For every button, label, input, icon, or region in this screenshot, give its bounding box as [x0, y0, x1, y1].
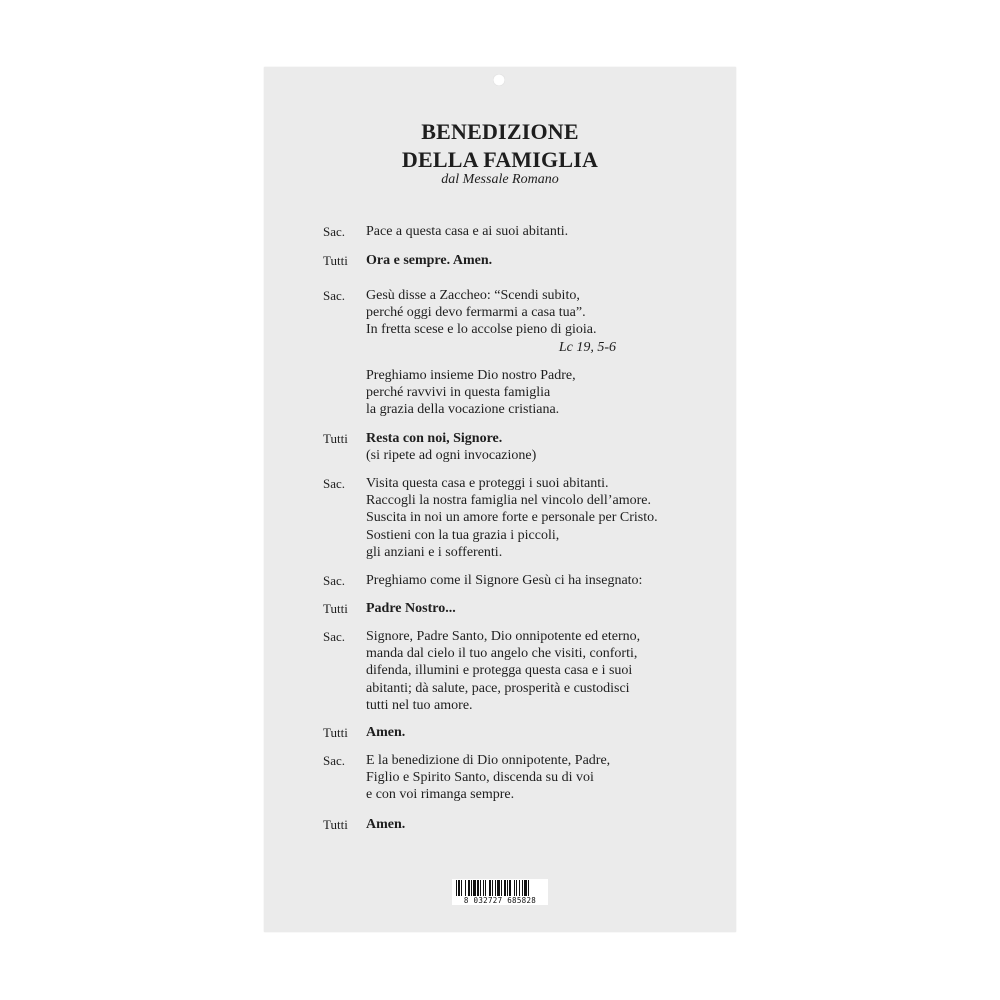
barcode-bar	[471, 880, 472, 896]
barcode-bar	[461, 880, 462, 896]
barcode-bar	[480, 880, 481, 896]
speaker-label: Tutti	[323, 817, 348, 832]
speaker-label: Sac.	[323, 629, 346, 644]
prayer-text: Preghiamo come il Signore Gesù ci ha insegnato:	[366, 573, 643, 588]
prayer-text: Signore, Padre Santo, Dio onnipotente ed eterno, manda dal cielo il tuo angelo che visiti, conforti, difenda, illumini e protegga questa casa e i suoi abitanti; dà salute, pace, prosperità e custodisci tutti nel tuo amore.	[366, 629, 641, 713]
barcode	[452, 879, 548, 905]
prayer-text: Pace a questa casa e ai suoi abitanti.	[366, 224, 569, 239]
speaker-label: Tutti	[323, 431, 348, 446]
scripture-reference: Lc 19, 5-6	[558, 340, 616, 355]
response-text: Ora e sempre. Amen.	[366, 253, 493, 268]
barcode-bar	[495, 880, 496, 896]
response-text: Amen.	[366, 817, 406, 832]
barcode-bar	[504, 880, 506, 896]
barcode-bars	[454, 880, 546, 896]
response-text: Padre Nostro...	[366, 601, 456, 616]
response-text: Amen.	[366, 725, 406, 740]
barcode-bar	[519, 880, 520, 896]
speaker-label: Tutti	[323, 253, 348, 268]
barcode-bar	[524, 880, 527, 896]
speaker-label: Tutti	[323, 725, 348, 740]
hang-hole	[493, 74, 505, 86]
barcode-bar	[489, 880, 491, 896]
barcode-bar	[485, 880, 486, 896]
title-line-2: DELLA FAMIGLIA	[401, 147, 599, 172]
prayer-card	[264, 67, 736, 932]
speaker-label: Sac.	[323, 288, 346, 303]
barcode-bar	[528, 880, 529, 896]
barcode-bar	[492, 880, 493, 896]
barcode-bar	[509, 880, 511, 896]
barcode-bar	[468, 880, 470, 896]
barcode-bar	[516, 880, 517, 896]
prayer-text: Gesù disse a Zaccheo: “Scendi subito, perché oggi devo fermarmi a casa tua”. In fretta scese e lo accolse pieno di gioia.	[366, 288, 597, 338]
barcode-bar	[522, 880, 523, 896]
subtitle: dal Messale Romano	[441, 172, 559, 187]
barcode-number: 8 032727 685828	[463, 896, 537, 905]
response-text: Resta con noi, Signore.	[366, 431, 503, 446]
title-line-1: BENEDIZIONE	[421, 119, 579, 144]
barcode-bar	[456, 880, 457, 896]
barcode-bar	[473, 880, 476, 896]
speaker-label: Sac.	[323, 476, 346, 491]
barcode-bar	[477, 880, 479, 896]
response-note: (si ripete ad ogni invocazione)	[366, 448, 537, 464]
prayer-text: Visita questa casa e proteggi i suoi abitanti. Raccogli la nostra famiglia nel vincolo dell’amore. Suscita in noi un amore forte e personale per Cristo. Sostieni con la tua grazia i piccoli, gli anziani e i sofferenti.	[366, 476, 658, 560]
barcode-bar	[501, 880, 502, 896]
prayer-text: E la benedizione di Dio onnipotente, Padre, Figlio e Spirito Santo, discenda su di voi e con voi rimanga sempre.	[366, 753, 611, 803]
speaker-label: Sac.	[323, 753, 346, 768]
barcode-bar	[483, 880, 484, 896]
barcode-bar	[507, 880, 508, 896]
speaker-label: Sac.	[323, 224, 346, 239]
barcode-bar	[458, 880, 460, 896]
speaker-label: Tutti	[323, 601, 348, 616]
barcode-bar	[514, 880, 515, 896]
prayer-text: Preghiamo insieme Dio nostro Padre, perché ravvivi in questa famiglia la grazia della vocazione cristiana.	[366, 368, 576, 418]
speaker-label: Sac.	[323, 573, 346, 588]
barcode-bar	[465, 880, 466, 896]
barcode-bar	[497, 880, 500, 896]
